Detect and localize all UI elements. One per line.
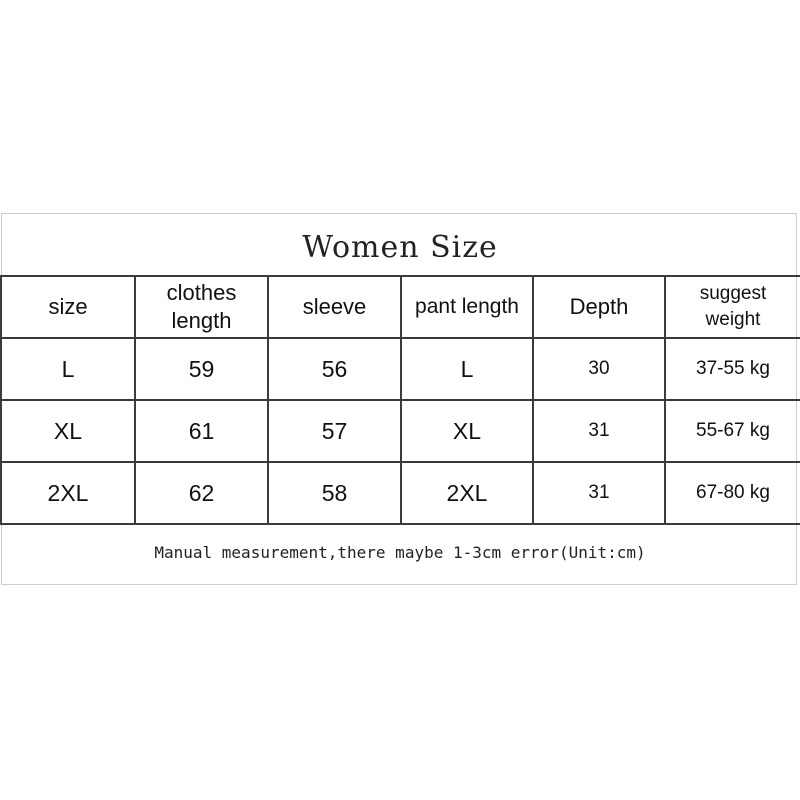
table-row: [1, 400, 800, 462]
table-cell-pant-length: XL: [401, 400, 533, 462]
table-cell-suggest-weight: 55-67 kg: [665, 400, 800, 462]
table-cell-clothes-length: 62: [135, 462, 268, 524]
table-row: [1, 338, 800, 400]
table-cell-size: 2XL: [1, 462, 135, 524]
table-cell-pant-length: 2XL: [401, 462, 533, 524]
chart-title: Women Size: [302, 230, 498, 265]
table-cell-sleeve: 58: [268, 462, 401, 524]
table-cell-clothes-length: 61: [135, 400, 268, 462]
table-cell-pant-length: L: [401, 338, 533, 400]
table-cell-size: XL: [1, 400, 135, 462]
size-table: [0, 275, 800, 525]
measurement-note: Manual measurement,there maybe 1-3cm error(Unit:cm): [154, 543, 646, 562]
header-cell-suggest-weight: suggest weight: [665, 276, 800, 338]
table-cell-depth: 31: [533, 400, 665, 462]
table-cell-suggest-weight: 37-55 kg: [665, 338, 800, 400]
table-row: [1, 462, 800, 524]
header-cell-size: size: [1, 276, 135, 338]
table-header-row: [1, 276, 800, 338]
table-cell-sleeve: 57: [268, 400, 401, 462]
table-cell-suggest-weight: 67-80 kg: [665, 462, 800, 524]
table-cell-depth: 31: [533, 462, 665, 524]
table-cell-clothes-length: 59: [135, 338, 268, 400]
table-cell-depth: 30: [533, 338, 665, 400]
header-cell-pant-length: pant length: [401, 276, 533, 338]
header-cell-depth: Depth: [533, 276, 665, 338]
table-cell-size: L: [1, 338, 135, 400]
header-cell-clothes-length: clothes length: [135, 276, 268, 338]
header-cell-sleeve: sleeve: [268, 276, 401, 338]
table-cell-sleeve: 56: [268, 338, 401, 400]
